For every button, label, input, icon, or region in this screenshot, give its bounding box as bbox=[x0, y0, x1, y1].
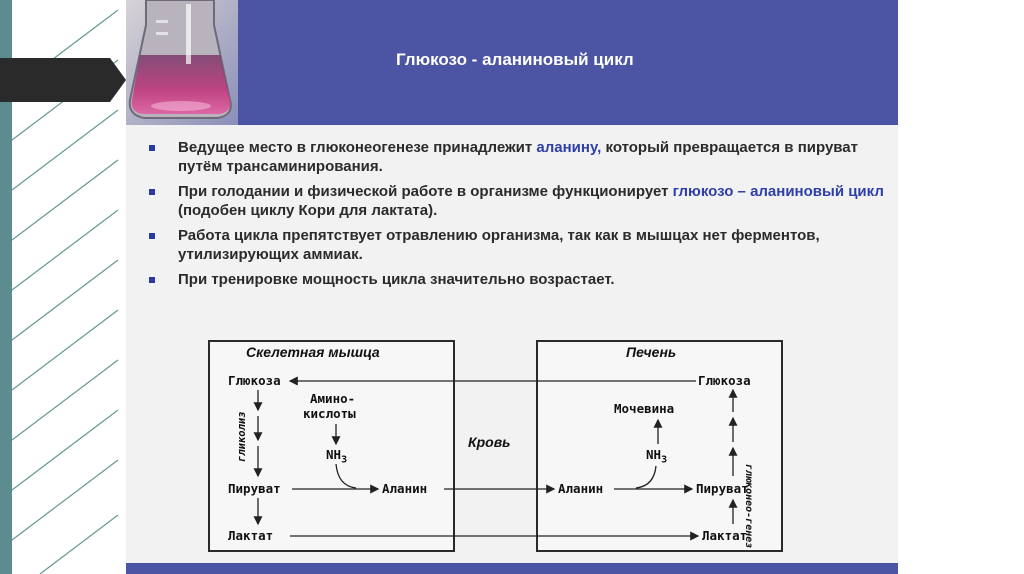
bullet-text: При голодании и физической работе в организме функционирует bbox=[178, 183, 673, 200]
bullet-text: Работа цикла препятствует отравлению организма, так как в мышцах нет ферментов, утилизирующих аммиак. bbox=[178, 227, 820, 263]
bullet-square-icon bbox=[149, 145, 155, 151]
bullet-square-icon bbox=[149, 233, 155, 239]
gluconeogenesis-label: глюконео-генез bbox=[743, 464, 754, 549]
muscle-glucose: Глюкоза bbox=[228, 373, 281, 388]
muscle-pyruvate: Пируват bbox=[228, 481, 281, 496]
bullet-item bbox=[146, 182, 886, 220]
liver-pyruvate: Пируват bbox=[696, 481, 749, 496]
bullet-text: Ведущее место в глюконеогенезе принадлежит bbox=[178, 139, 537, 156]
amino-acids-line2: кислоты bbox=[303, 406, 356, 421]
amino-acids-line1: Амино- bbox=[310, 391, 356, 406]
glycolysis-label: гликолиз bbox=[236, 411, 248, 462]
glucose-alanine-diagram bbox=[206, 336, 786, 556]
highlighted-term: глюкозо – аланиновый цикл bbox=[672, 183, 884, 200]
flask-image bbox=[126, 0, 238, 125]
bullet-square-icon bbox=[149, 277, 155, 283]
liver-glucose: Глюкоза bbox=[698, 373, 751, 388]
muscle-alanine: Аланин bbox=[382, 481, 428, 496]
left-decoration bbox=[0, 0, 126, 574]
urea-label: Мочевина bbox=[614, 401, 675, 416]
muscle-title: Скелетная мышца bbox=[246, 344, 380, 360]
bullet-text: (подобен циклу Кори для лактата). bbox=[178, 202, 438, 219]
arrow-tab bbox=[0, 58, 126, 102]
right-decoration bbox=[898, 0, 1024, 574]
bullet-item bbox=[146, 270, 886, 289]
diagram-arrows bbox=[206, 336, 786, 556]
liver-nh3: $NH_3$ bbox=[646, 447, 668, 466]
liver-alanine: Аланин bbox=[558, 481, 604, 496]
bottom-strip bbox=[126, 563, 898, 574]
slide bbox=[126, 0, 898, 574]
blood-label: Кровь bbox=[468, 434, 511, 450]
bullet-list bbox=[146, 138, 886, 295]
slide-title: Глюкозо - аланиновый цикл bbox=[396, 50, 634, 69]
bullet-item bbox=[146, 226, 886, 264]
liver-lactate: Лактат bbox=[702, 528, 748, 543]
bullet-square-icon bbox=[149, 189, 155, 195]
muscle-nh3: $NH_3$ bbox=[326, 447, 348, 466]
bullet-item bbox=[146, 138, 886, 176]
highlighted-term: аланину, bbox=[536, 139, 602, 156]
liver-title: Печень bbox=[626, 344, 677, 360]
muscle-lactate: Лактат bbox=[228, 528, 274, 543]
bullet-text: При тренировке мощность цикла значительно возрастает. bbox=[178, 271, 615, 288]
slide-header bbox=[126, 0, 898, 125]
bullet-text: который превращается в пируват путём трансаминирования. bbox=[178, 139, 858, 175]
